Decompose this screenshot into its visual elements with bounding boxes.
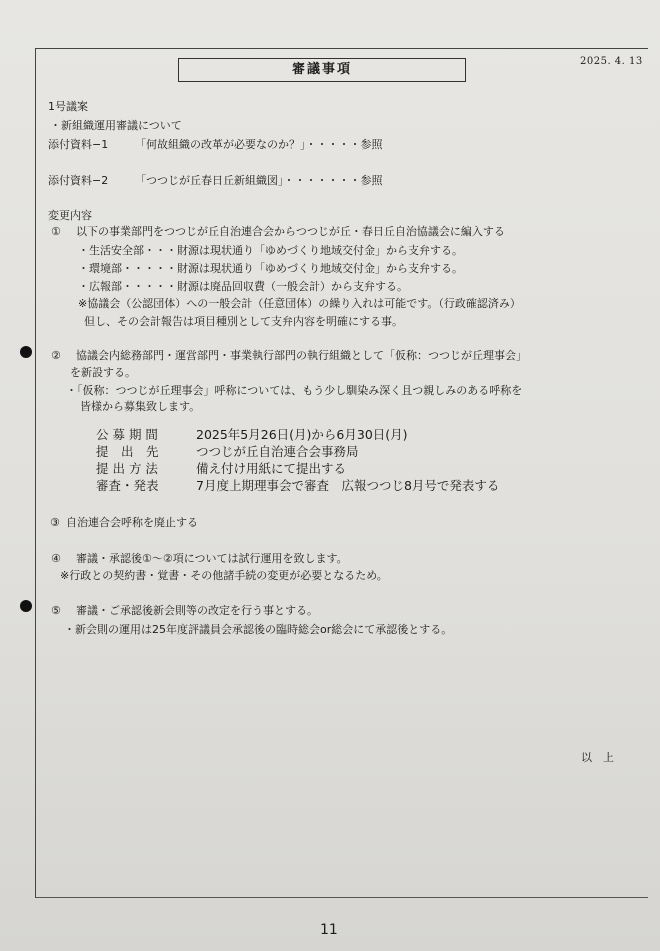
page-title: 審議事項	[178, 58, 466, 82]
punch-hole-bottom	[20, 600, 32, 612]
item-2-sub-2: 皆様から募集致します。	[80, 400, 201, 413]
item-1-sub-1: ・生活安全部・・・財源は現状通り「ゆめづくり地域交付金」から支弁する。	[78, 244, 463, 257]
submit-to-label: 提 出 先	[96, 444, 159, 459]
document-date: 2025. 4. 13	[580, 56, 643, 67]
attachment-1-label: 添付資料−1	[48, 138, 109, 151]
page-number: 11	[320, 922, 338, 938]
recruit-period-value: 2025年5月26日(月)から6月30日(月)	[196, 427, 408, 442]
review-value: 7月度上期理事会で審査 広報つつじ8月号で発表する	[196, 478, 500, 493]
item-5-text: 審議・ご承認後新会則等の改定を行う事とする。	[76, 604, 318, 617]
item-5-note: ・新会則の運用は25年度評議員会承認後の臨時総会or総会にて承認後とする。	[64, 623, 453, 636]
closing-mark: 以 上	[581, 751, 614, 764]
item-1-number: ①	[51, 225, 61, 238]
review-label: 審査・発表	[96, 478, 159, 493]
item-1-text: 以下の事業部門をつつじが丘自治連合会からつつじが丘・春日丘自治協議会に編入する	[76, 225, 505, 238]
item-3-number: ③	[50, 516, 60, 529]
item-4-number: ④	[51, 552, 61, 565]
submit-method-label: 提 出 方 法	[96, 461, 158, 476]
item-4-note: ※行政との契約書・覚書・その他諸手続の変更が必要となるため。	[60, 569, 388, 582]
item-2-line-2: を新設する。	[70, 366, 136, 379]
agenda-subject: ・新組織運用審議について	[50, 119, 182, 132]
submit-method-value: 備え付け用紙にて提出する	[196, 461, 347, 476]
item-1-note-1: ※協議会（公認団体）への一般会計（任意団体）の繰り入れは可能です。（行政確認済み）	[78, 297, 521, 310]
attachment-2-text: 「つつじが丘春日丘新組織図」・・・・・・・参照	[135, 174, 383, 187]
item-2-number: ②	[51, 349, 61, 362]
item-5-number: ⑤	[51, 604, 61, 617]
agenda-label: 1号議案	[48, 100, 88, 113]
recruit-period-label: 公 募 期 間	[96, 427, 158, 442]
item-1-note-2: 但し、その会計報告は項目種別として支弁内容を明確にする事。	[84, 315, 403, 328]
attachment-2-label: 添付資料−2	[48, 174, 109, 187]
item-1-sub-3: ・広報部・・・・・財源は廃品回収費（一般会計）から支弁する。	[78, 280, 408, 293]
submit-to-value: つつじが丘自治連合会事務局	[196, 444, 359, 459]
item-4-text: 審議・承認後①〜②項については試行運用を致します。	[76, 552, 348, 565]
changes-heading: 変更内容	[48, 209, 92, 222]
item-1-sub-2: ・環境部・・・・・財源は現状通り「ゆめづくり地域交付金」から支弁する。	[78, 262, 463, 275]
item-3-text: 自治連合会呼称を廃止する	[66, 516, 198, 529]
item-2-line-1: 協議会内総務部門・運営部門・事業執行部門の執行組織として「仮称：つつじが丘理事会」	[76, 349, 527, 362]
item-2-sub-1: ・「仮称：つつじが丘理事会」呼称については、もう少し馴染み深く且つ親しみのある呼称を	[66, 384, 523, 397]
punch-hole-top	[20, 346, 32, 358]
attachment-1-text: 「何故組織の改革が必要なのか？」・・・・・参照	[135, 138, 383, 151]
